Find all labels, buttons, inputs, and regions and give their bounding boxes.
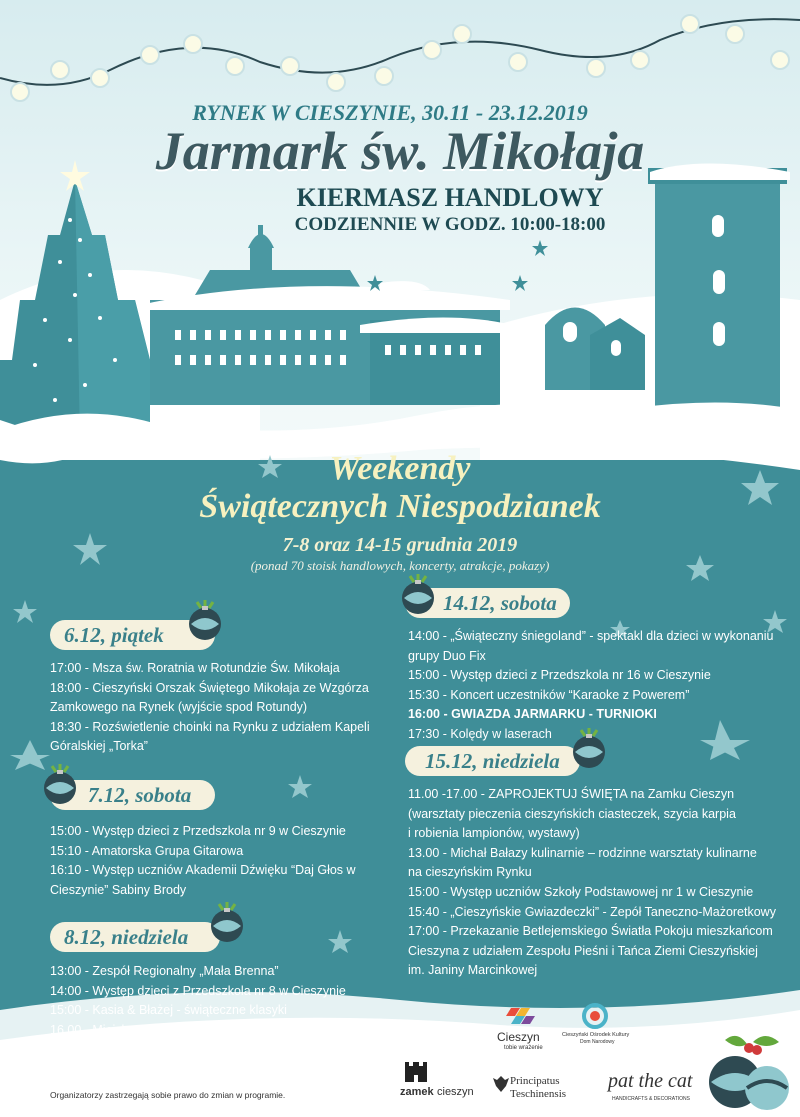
day-events-6-12: [50, 659, 370, 757]
castle-tower: [648, 164, 790, 416]
ornaments-holly-icon: [705, 1020, 795, 1115]
event-line: 13:00 - Zespół Regionalny „Mała Brenna”: [50, 964, 279, 978]
christmas-tree: [0, 160, 150, 440]
day-events-7-12: [50, 822, 356, 900]
day-ribbon-15-12: 15.12, niedziela: [405, 746, 580, 776]
zamek-logo-bold: zamek: [400, 1086, 434, 1098]
cok-logo-line1: Cieszyński Ośrodek Kultury: [562, 1032, 630, 1038]
event-line: 13.00 - Michał Bałazy kulinarnie – rodzinne warsztaty kulinarne: [408, 845, 757, 860]
event-line: 15:00 - Kasia & Błażej - świąteczne klasyki: [50, 1003, 287, 1018]
cieszyn-logo-text: Cieszyn: [497, 1030, 540, 1044]
event-line: Zamkowego na Rynek (wyjście spod Rotundy): [50, 700, 308, 715]
day-ribbon-6-12: 6.12, piątek: [50, 620, 215, 650]
event-line: 18:00 - Cieszyński Orszak Świętego Mikołaja ze Wzgórza: [50, 680, 369, 695]
zamek-logo-rest: cieszyn: [437, 1086, 474, 1098]
principatus-logo-line1: Principatus: [510, 1075, 560, 1087]
event-line: Cieszynie” Sabiny Brody: [50, 882, 187, 897]
day-ribbon-8-12: 8.12, niedziela: [50, 922, 220, 952]
event-line: 11.00 -17.00 - ZAPROJEKTUJ ŚWIĘTA na Zamku Cieszyn: [408, 787, 735, 801]
bauble-icon: [38, 762, 82, 806]
light-bulbs: [11, 15, 789, 101]
bauble-icon: [205, 900, 249, 944]
event-line: Cieszyna z udziałem Zespołu Pieśni i Tańca Ziemi Cieszyńskiej: [408, 943, 758, 958]
day-events-8-12: [50, 962, 346, 1040]
town-hall: [140, 225, 512, 405]
pat-the-cat-tagline: HANDICRAFTS & DECORATIONS: [612, 1096, 690, 1102]
eagle-crest-icon: [493, 1074, 509, 1094]
opening-hours: CODZIENNIE W GODZ. 10:00-18:00: [294, 214, 606, 235]
fair-subtitle: KIERMASZ HANDLOWY: [296, 183, 604, 212]
event-line: 15:40 - „Cieszyńskie Gwiazdeczki” - Zepół Taneczno-Mażoretkowy: [408, 904, 776, 919]
event-line: 17:00 - Msza św. Roratnia w Rotundzie Św. Mikołaja: [50, 661, 340, 675]
principatus-logo-line2: Teschinensis: [510, 1088, 567, 1100]
event-line: 14:00 - „Świąteczny śniegoland” - spektakl dla dzieci w wykonaniu: [408, 629, 774, 643]
event-line: 15:10 - Amatorska Grupa Gitarowa: [50, 843, 244, 858]
event-line: im. Janiny Marcinkowej: [408, 963, 538, 978]
event-line: 17:00 - Przekazanie Betlejemskiego Światła Pokoju mieszkańcom: [408, 924, 773, 939]
cok-logo-icon: [580, 1002, 610, 1030]
cieszyn-logo-icon: [500, 1002, 540, 1030]
bauble-icon: [567, 726, 611, 770]
event-line-highlight: 16:00 - GWIAZDA JARMARKU - TURNIOKI: [408, 707, 657, 722]
event-date-location: RYNEK W CIESZYNIE, 30.11 - 23.12.2019: [192, 100, 588, 125]
day-ribbon-14-12: 14.12, sobota: [405, 588, 570, 618]
weekends-dates: 7-8 oraz 14-15 grudnia 2019: [282, 534, 518, 556]
event-title: Jarmark św. Mikołaja: [155, 121, 645, 181]
zamek-castle-icon: [403, 1058, 429, 1082]
cieszyn-logo-tagline: tobie wrażenie: [504, 1045, 543, 1051]
event-line: 14:00 - Występ dzieci z Przedszkola nr 8 w Cieszynie: [50, 983, 346, 998]
day-ribbon-7-12: 7.12, sobota: [50, 780, 215, 810]
pat-the-cat-logo: pat the cat: [608, 1070, 693, 1092]
event-line: i robienia lampionów, wystawy): [408, 826, 580, 841]
organizers-disclaimer: Organizatorzy zastrzegają sobie prawo do zmian w programie.: [50, 1090, 286, 1100]
bauble-icon: [183, 598, 227, 642]
event-line: 15:00 - Występ uczniów Szkoły Podstawowej nr 1 w Cieszynie: [408, 884, 754, 899]
event-line: (warsztaty pieczenia cieszyńskich ciasteczek, szycia karpia: [408, 806, 736, 821]
event-line: 15:00 - Występ dzieci z Przedszkola nr 9 w Cieszynie: [50, 824, 346, 838]
event-line: na cieszyńskim Rynku: [408, 865, 532, 880]
bauble-icon: [396, 572, 440, 616]
event-line: 17:30 - Kolędy w laserach: [408, 726, 552, 741]
event-line: grupy Duo Fix: [408, 648, 486, 663]
event-line: 15:00 - Występ dzieci z Przedszkola nr 16 w Cieszynie: [408, 668, 711, 683]
event-line: 18:30 - Rozświetlenie choinki na Rynku z udziałem Kapeli: [50, 719, 370, 734]
event-line: Góralskiej „Torka”: [50, 739, 148, 754]
cok-logo-line2: Dom Narodowy: [580, 1039, 615, 1045]
weekends-note: (ponad 70 stoisk handlowych, koncerty, atrakcje, pokazy): [250, 558, 550, 573]
weekends-heading-line1: Weekendy: [329, 450, 471, 487]
event-line: 15:30 - Koncert uczestników “Karaoke z Powerem”: [408, 687, 690, 702]
weekends-heading-line2: Świątecznych Niespodzianek: [199, 488, 601, 525]
day-events-15-12: [408, 785, 776, 981]
event-line: 16.00 - Miejska Orkiestra Dęta „Cieszynianka”: [50, 1022, 305, 1037]
event-line: 16:10 - Występ uczniów Akademii Dźwięku “Daj Głos w: [50, 863, 356, 878]
